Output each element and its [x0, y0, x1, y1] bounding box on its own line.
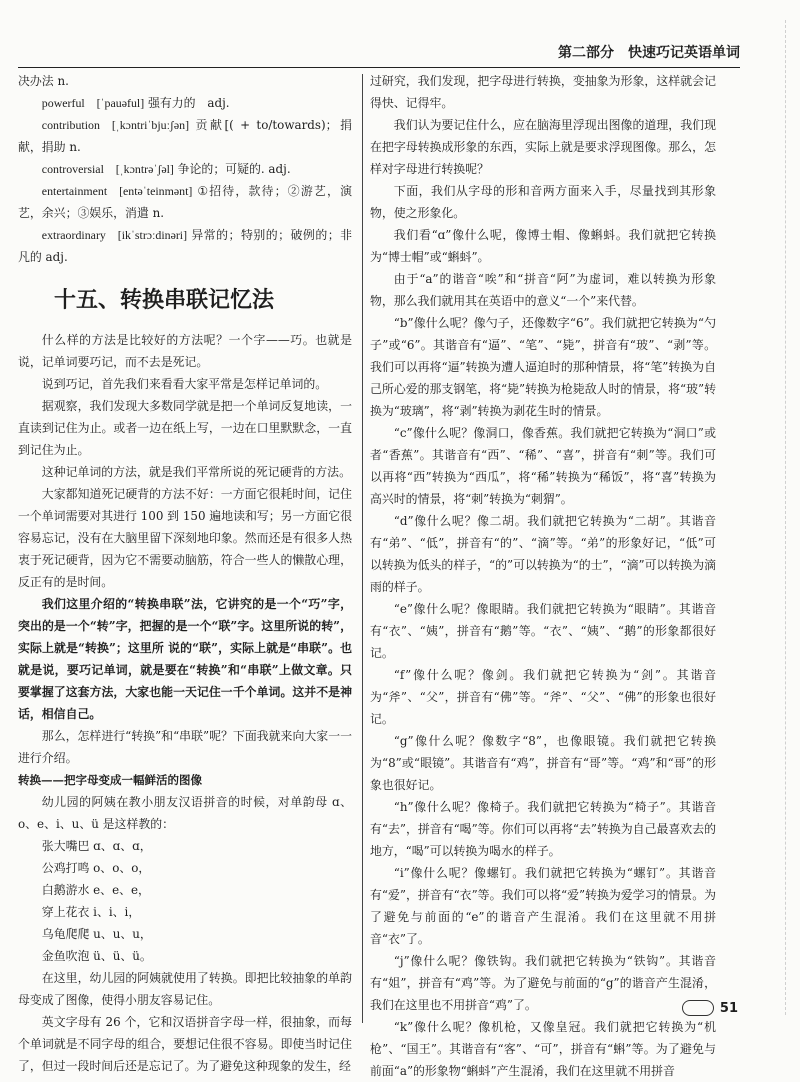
vocab-entry: [18, 224, 352, 268]
paragraph: 英文字母有 26 个，它和汉语拼音字母一样，很抽象，而每个单词就是不同字母的组合，要想记住很不容易。即使当时记住了，但过一段时间后还是忘记了。为了避免这种现象的发生，经: [18, 1015, 352, 1073]
vocab-definition: 强有力的 adj.: [147, 96, 230, 110]
paragraph: 我们认为要记住什么，应在脑海里浮现出图像的道理，我们现在把字母转换成形象的东西，实际上就是要求浮现图像。那么，怎样对字母进行转换呢？: [370, 118, 716, 176]
paragraph: “i”像什么呢？像螺钉。我们就把它转换为“螺钉”。其谐音有“爱”，拼音有“衣”等。我们可以将“爱”转换为爱学习的情景。为了避免与前面的“e”的谐音产生混淆。我们在这里就不用拼音“衣”了。: [370, 866, 716, 946]
letter-paragraphs: [370, 70, 716, 1082]
paragraph: “k”像什么呢？像机枪，又像皇冠。我们就把它转换为“机枪”、“国王”。其谐音有“客”、“可”，拼音有“蝌”等。为了避免与前面“a”的形象物“蝌蚪”产生混淆，我们在这里就不用拼音: [370, 1020, 716, 1078]
paragraph: “c”像什么呢？像洞口，像香蕉。我们就把它转换为“洞口”或者“香蕉”。其谐音有“西”、“稀”、“喜”，拼音有“刺”等。我们可以再将“西”转换为“西瓜”，将“稀”转换为“稀饭”，将“喜”转换为高兴时的情景，将“刺”转换为“刺猬”。: [370, 426, 716, 506]
page-header: 第二部分 快速巧记英语单词: [558, 45, 740, 61]
rhyme-line: 穿上花衣 i、i、i，: [41, 905, 141, 919]
paragraph: 这种记单词的方法，就是我们平常所说的死记硬背的方法。: [41, 465, 351, 479]
method-paragraph: 我们这里介绍的“转换串联”法，它讲究的是一个“巧”字，突出的是一个“转”字，把握的是一个“联”字。这里所说的转”，实际上就是“转换”；这里所 说的“联”，实际上就是“串联”。也就是说，要巧记单词，就是要在“转换”和“串联”上做文章。只要掌握了这套方法，大家也能一天记住一千个单词。这并不是神话，相信自己。: [18, 597, 352, 721]
paragraph: 什么样的方法是比较好的方法呢？一个字——巧。也就是说，记单词要巧记，而不去是死记。: [18, 333, 352, 369]
vocab-word: extraordinary: [41, 228, 106, 242]
vocab-definition: ①招待，款待；②游艺，演艺，余兴；③娱乐，消遣 n.: [18, 184, 352, 220]
body-paragraphs: [18, 329, 352, 593]
right-column: [370, 70, 716, 1082]
rhyme-line: 白鹅游水 e、e、e，: [41, 883, 150, 897]
page-edge: [785, 20, 786, 1015]
column-divider: [362, 74, 363, 1023]
paragraph: 过研究，我们发现，把字母进行转换，变抽象为形象，这样就会记得快、记得牢。: [370, 74, 716, 110]
continued-text: 决办法 n.: [18, 74, 69, 88]
paragraph: “g”像什么呢？像数字“8”，也像眼镜。我们就把它转换为“8”或“眼镜”。其谐音有“鸡”，拼音有“哥”等。“鸡”和“哥”的形象也很好记。: [370, 734, 716, 792]
intro-paragraph: 那么，怎样进行“转换”和“串联”呢？下面我就来向大家一一进行介绍。: [18, 729, 352, 765]
rhyme-line: 公鸡打鸣 o、o、o，: [41, 861, 151, 875]
rhyme-line: 张大嘴巴 ɑ、ɑ、ɑ，: [41, 839, 152, 853]
vocab-pronunciation: [ˌkɔntriˈbjuːʃən]: [111, 118, 190, 132]
paragraph: 由于“a”的谐音“唉”和“拼音“阿”为虚词，难以转换为形象物，那么我们就用其在英语中的意义“一个”来代替。: [370, 272, 716, 308]
vocab-definition: 异常的；特别的；破例的；非凡的 adj.: [18, 228, 352, 264]
vocab-entry: [18, 92, 352, 114]
rhyme-list: [18, 835, 352, 967]
vocab-pronunciation: [ikˈstrɔːdinəri]: [117, 228, 188, 242]
vocab-list: [18, 92, 352, 268]
subsection-title: 转换——把字母变成一幅鲜活的图像: [18, 773, 202, 787]
paragraph: 大家都知道死记硬背的方法不好：一方面它很耗时间，记住一个单词需要对其进行 100 到 150 遍地读和写；另一方面它很容易忘记，没有在大脑里留下深刻地印象。然而还是有很多人热衷于死记硬背，因为它不需要动脑筋，符合一些人的懒散心理，反正有的是时间。: [18, 487, 352, 589]
paragraph: 据观察，我们发现大多数同学就是把一个单词反复地读，一直读到记住为止。或者一边在纸上写，一边在口里默默念，一直到记住为止。: [18, 399, 352, 457]
paragraph: 说到巧记，首先我们来看看大家平常是怎样记单词的。: [41, 377, 328, 391]
page-number-text: 51: [719, 1000, 738, 1016]
paragraph: “f”像什么呢？像剑。我们就把它转换为“剑”。其谐音为“斧”、“父”，拼音有“佛”等。“斧”、“父”、“佛”的形象也很好记。: [370, 668, 716, 726]
vocab-entry: [18, 180, 352, 224]
paragraph: “d”像什么呢？像二胡。我们就把它转换为“二胡”。其谐音有“弟”、“低”，拼音有“的”、“滴”等。“弟”的形象好记，“低”可以转换为低头的样子，“的”可以转换为“的士”，“滴”可以转换为滴雨的样子。: [370, 514, 716, 594]
page-ornament-icon: [682, 1000, 714, 1016]
paragraph: “e”像什么呢？像眼睛。我们就把它转换为“眼睛”。其谐音有“衣”、“姨”，拼音有“鹅”等。“衣”、“姨”、“鹅”的形象都很好记。: [370, 602, 716, 660]
page-number: [682, 1000, 738, 1016]
rhyme-line: 乌龟爬爬 u、u、u，: [41, 927, 152, 941]
left-column: [18, 70, 352, 1077]
paragraph: 我们看“ɑ”像什么呢，像博士帽、像蝌蚪。我们就把它转换为“博士帽”或“蝌蚪”。: [370, 228, 716, 264]
paragraph: 下面，我们从字母的形和音两方面来入手，尽量找到其形象物，使之形象化。: [370, 184, 716, 220]
rhyme-line: 金鱼吹泡 ü、ü、ü。: [41, 949, 152, 963]
vocab-word: entertainment: [41, 184, 108, 198]
paragraph: 在这里，幼儿园的阿姨就使用了转换。即把比较抽象的单韵母变成了图像，使得小朋友容易记住。: [18, 971, 352, 1007]
vocab-pronunciation: [ˌkɔntrəˈʃəl]: [115, 162, 174, 176]
vocab-word: contribution: [41, 118, 100, 132]
paragraph: “h”像什么呢？像椅子。我们就把它转换为“椅子”。其谐音有“去”，拼音有“喝”等。你们可以再将“去”转换为自己最喜欢去的地方，“喝”可以转换为喝水的样子。: [370, 800, 716, 858]
paragraph: “b”像什么呢？像勺子，还像数字“6”。我们就把它转换为“勺子”或“6”。其谐音有“逼”、“笔”、“毙”，拼音有“玻”、“剥”等。我们可以再将“逼”转换为遭人逼迫时的那种情景，将“笔”转换为自己所心爱的那支钢笔，将“毙”转换为枪毙敌人时的情景，将“玻”转换为“玻璃”，将“剥”转换为剥花生时的情景。: [370, 316, 716, 418]
vocab-word: controversial: [41, 162, 104, 176]
vocab-definition: 争论的；可疑的. adj.: [177, 162, 291, 176]
vocab-entry: [18, 158, 352, 180]
vocab-pronunciation: [ˈpauəful]: [96, 96, 145, 110]
closing-paragraphs: [18, 967, 352, 1077]
vocab-pronunciation: [entəˈteinmənt]: [119, 184, 193, 198]
header-rule: [18, 67, 740, 68]
vocab-word: powerful: [41, 96, 85, 110]
section-title: 十五、转换串联记忆法: [54, 288, 275, 313]
paragraph: “j”像什么呢？像铁钩。我们就把它转换为“铁钩”。其谐音有“姐”，拼音有“鸡”等。为了避免与前面的“g”的谐音产生混淆，我们在这里也不用拼音“鸡”了。: [370, 954, 716, 1012]
kindergarten-paragraph: 幼儿园的阿姨在教小朋友汉语拼音的时候，对单韵母 ɑ、o、e、i、u、ü 是这样教的：: [18, 795, 352, 831]
vocab-entry: [18, 114, 352, 158]
vocab-definition: 贡献[( + to/towards)；捐献，捐助 n.: [18, 118, 352, 154]
